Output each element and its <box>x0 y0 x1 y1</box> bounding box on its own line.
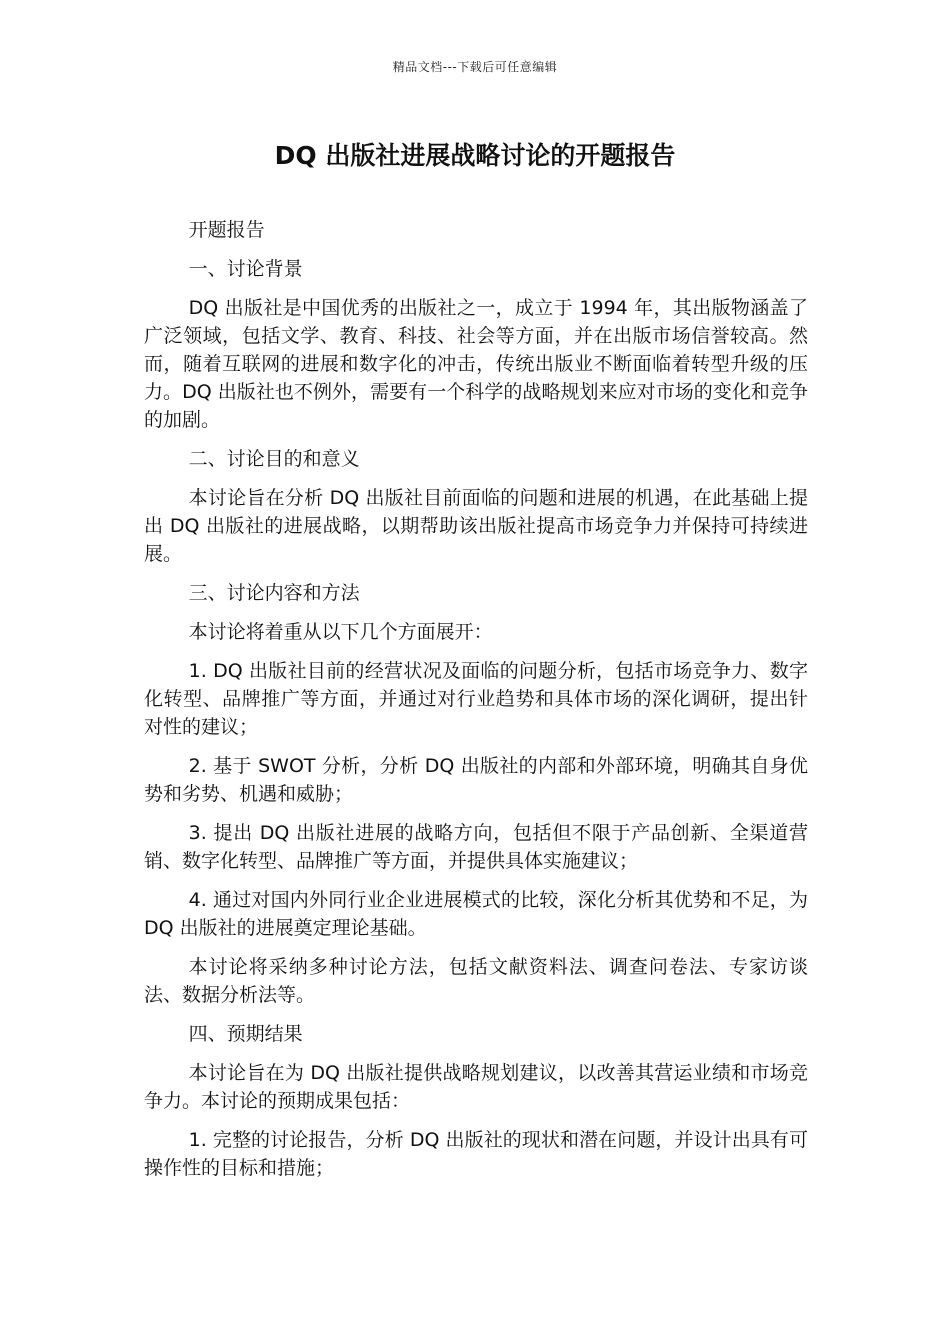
section-heading-expected-results: 四、预期结果 <box>188 1023 303 1045</box>
paragraph-methods: 本讨论将采纳多种讨论方法，包括文献资料法、调查问卷法、专家访谈法、数据分析法等。 <box>144 956 808 1006</box>
heading-proposal: 开题报告 <box>188 219 265 241</box>
paragraph-content-intro: 本讨论将着重从以下几个方面展开： <box>188 621 493 643</box>
list-item-content-3: 3. 提出 DQ 出版社进展的战略方向，包括但不限于产品创新、全渠道营销、数字化转型、品牌推广等方面，并提供具体实施建议； <box>144 822 808 872</box>
paragraph-purpose: 本讨论旨在分析 DQ 出版社目前面临的问题和进展的机遇，在此基础上提出 DQ 出版社的进展战略，以期帮助该出版社提高市场竞争力并保持可持续进展。 <box>144 487 808 565</box>
paragraph-background: DQ 出版社是中国优秀的出版社之一，成立于 1994 年，其出版物涵盖了广泛领域，包括文学、教育、科技、社会等方面，并在出版市场信誉较高。然而，随着互联网的进展和数字化的冲击，传统出版业不断面临着转型升级的压力。DQ 出版社也不例外，需要有一个科学的战略规划来应对市场的变化和竞争的加剧。 <box>144 297 808 431</box>
paragraph-expected-results: 本讨论旨在为 DQ 出版社提供战略规划建议，以改善其营运业绩和市场竞争力。本讨论的预期成果包括： <box>144 1062 808 1112</box>
section-heading-purpose: 二、讨论目的和意义 <box>188 448 360 470</box>
section-heading-background: 一、讨论背景 <box>188 258 303 280</box>
header-note: 精品文档---下载后可任意编辑 <box>392 60 558 74</box>
list-item-content-2: 2. 基于 SWOT 分析，分析 DQ 出版社的内部和外部环境，明确其自身优势和劣势、机遇和威胁； <box>144 755 808 805</box>
list-item-result-1: 1. 完整的讨论报告，分析 DQ 出版社的现状和潜在问题，并设计出具有可操作性的目标和措施； <box>144 1129 808 1179</box>
list-item-content-1: 1. DQ 出版社目前的经营状况及面临的问题分析，包括市场竞争力、数字化转型、品牌推广等方面，并通过对行业趋势和具体市场的深化调研，提出针对性的建议； <box>144 660 808 738</box>
document-title: DQ 出版社进展战略讨论的开题报告 <box>274 141 676 170</box>
list-item-content-4: 4. 通过对国内外同行业企业进展模式的比较，深化分析其优势和不足，为 DQ 出版社的进展奠定理论基础。 <box>144 889 808 939</box>
document-body <box>144 216 808 1193</box>
section-heading-content-method: 三、讨论内容和方法 <box>188 582 360 604</box>
